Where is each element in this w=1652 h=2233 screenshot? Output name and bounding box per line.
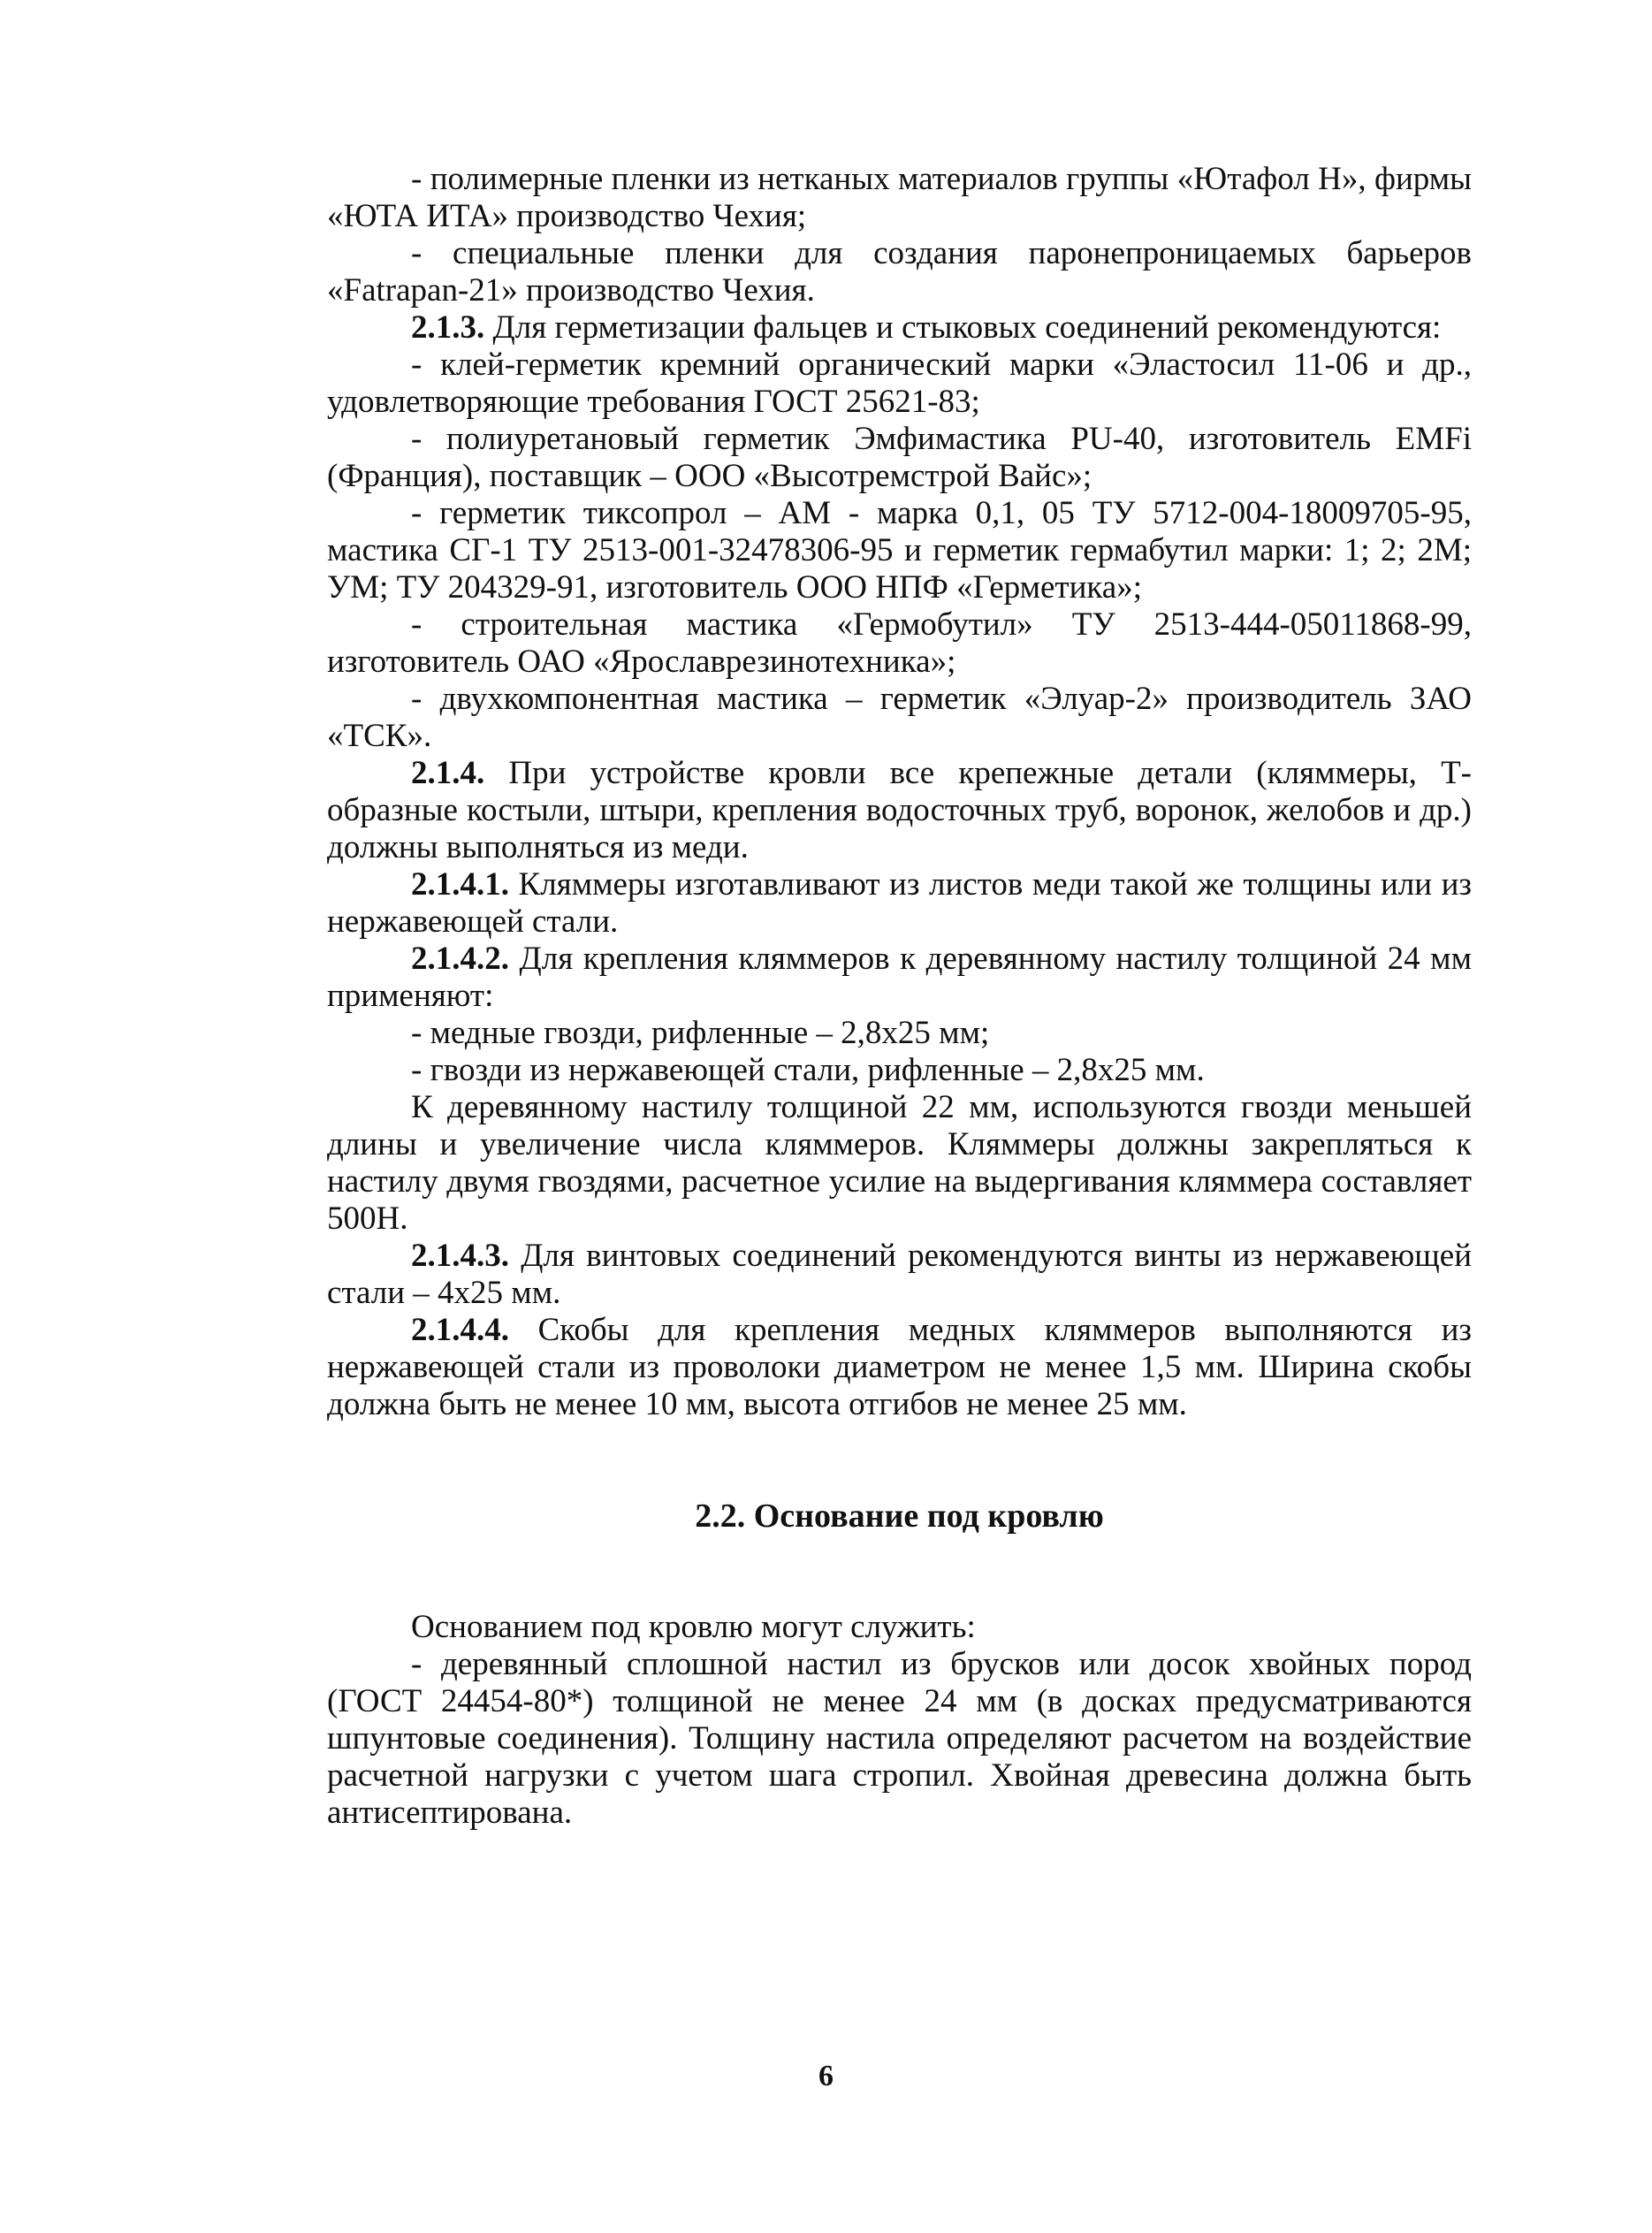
clause-2-1-4-4: [327, 1312, 1472, 1423]
paragraph-13-text: - гвозди из нержавеющей стали, рифленные – 2,8х25 мм.: [411, 1052, 1205, 1088]
clause-2-1-3: [327, 309, 1472, 347]
clause-2-1-4-2-text: Для крепления кляммеров к деревянному настилу толщиной 24 мм применяют:: [327, 941, 1472, 1014]
clause-2-1-4-3-number: 2.1.4.3.: [411, 1238, 509, 1274]
paragraph-5-text: - полиуретановый герметик Эмфимастика PU-40, изготовитель EMFi (Франция), поставщик – ООО «Высотремстрой Вайс»;: [327, 421, 1472, 494]
paragraph-5: [327, 421, 1472, 495]
paragraph-7-text: - строительная мастика «Гермобутил» ТУ 2513-444-05011868-99, изготовитель ОАО «Ярославрезинотехника»;: [327, 606, 1472, 680]
paragraph-2-text: - специальные пленки для создания паронепроницаемых барьеров «Fatrapan-21» производство Чехия.: [327, 235, 1472, 309]
clause-2-1-3-number: 2.1.3.: [411, 309, 485, 346]
paragraph-8: [327, 681, 1472, 755]
clause-2-1-4-2-number: 2.1.4.2.: [411, 941, 509, 977]
section-paragraph-2: [327, 1646, 1472, 1832]
clause-2-1-4-4-number: 2.1.4.4.: [411, 1312, 509, 1348]
paragraph-6-text: - герметик тиксопрол – АМ - марка 0,1, 05 ТУ 5712-004-18009705-95, мастика СГ-1 ТУ 2513-001-32478306-95 и герметик гермабутил марки: 1; 2; 2М; УМ; ТУ 204329-91, изготовитель ООО НПФ «Герметика»;: [327, 495, 1472, 606]
clause-2-1-3-text: Для герметизации фальцев и стыковых соединений рекомендуются:: [484, 309, 1442, 346]
paragraph-6: [327, 495, 1472, 606]
paragraph-12-text: - медные гвозди, рифленные – 2,8х25 мм;: [411, 1015, 990, 1051]
clause-2-1-4-text: При устройстве кровли все крепежные детали (кляммеры, Т-образные костыли, штыри, крепления водосточных труб, воронок, желобов и др.) должны выполняться из меди.: [327, 755, 1472, 865]
paragraph-1: [327, 161, 1472, 235]
paragraph-12: [327, 1015, 1472, 1052]
paragraph-4: [327, 347, 1472, 421]
section-paragraph-1: [327, 1609, 1472, 1646]
clause-2-1-4-number: 2.1.4.: [411, 755, 485, 791]
section-paragraph-2-text: - деревянный сплошной настил из брусков или досок хвойных пород (ГОСТ 24454-80*) толщиной не менее 24 мм (в досках предусматриваются шпунтовые соединения). Толщину настила определяют расчетом на воздействие расчетной нагрузки с учетом шага стропил. Хвойная древесина должна быть антисептирована.: [327, 1646, 1472, 1831]
paragraph-14-text: К деревянному настилу толщиной 22 мм, используются гвозди меньшей длины и увеличение числа кляммеров. Кляммеры должны закрепляться к настилу двумя гвоздями, расчетное усилие на выдергивания кляммера составляет 500Н.: [327, 1089, 1472, 1237]
clause-2-1-4-1: [327, 866, 1472, 941]
paragraph-14: [327, 1089, 1472, 1238]
section-title: 2.2. Основание под кровлю: [695, 1498, 1104, 1535]
clause-2-1-4-2: [327, 941, 1472, 1015]
clause-2-1-4-1-text: Кляммеры изготавливают из листов меди такой же толщины или из нержавеющей стали.: [327, 866, 1472, 940]
section-paragraph-1-text: Основанием под кровлю могут служить:: [411, 1609, 976, 1645]
clause-2-1-4-4-text: Скобы для крепления медных кляммеров выполняются из нержавеющей стали из проволоки диаметром не менее 1,5 мм. Ширина скобы должна быть не менее 10 мм, высота отгибов не менее 25 мм.: [327, 1312, 1472, 1422]
clause-2-1-4-3: [327, 1238, 1472, 1312]
clause-2-1-4-3-text: Для винтовых соединений рекомендуются винты из нержавеющей стали – 4х25 мм.: [327, 1238, 1472, 1311]
paragraph-4-text: - клей-герметик кремний органический марки «Эластосил 11-06 и др., удовлетворяющие требования ГОСТ 25621-83;: [327, 347, 1472, 420]
paragraph-2: [327, 235, 1472, 309]
paragraph-13: [327, 1052, 1472, 1089]
paragraph-8-text: - двухкомпонентная мастика – герметик «Элуар-2» производитель ЗАО «ТСК».: [327, 681, 1472, 754]
clause-2-1-4: [327, 755, 1472, 866]
paragraph-1-text: - полимерные пленки из нетканых материалов группы «Ютафол Н», фирмы «ЮТА ИТА» производство Чехия;: [327, 161, 1472, 234]
page-number: 6: [818, 2060, 834, 2092]
clause-2-1-4-1-number: 2.1.4.1.: [411, 866, 509, 903]
paragraph-7: [327, 606, 1472, 681]
page-content: [327, 161, 1472, 1832]
